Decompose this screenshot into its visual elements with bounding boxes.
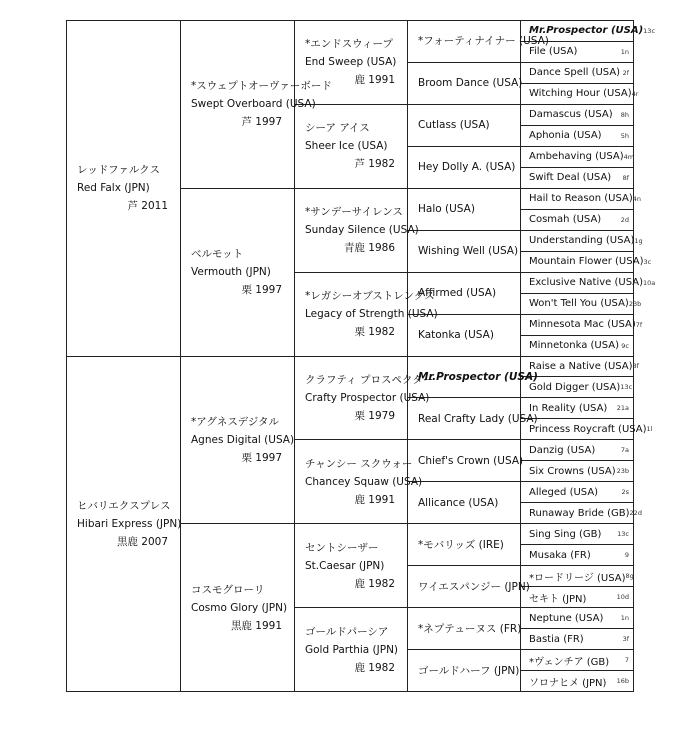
gen3-cell-4-coat-year: 栗 1979 bbox=[354, 409, 395, 422]
gen5-cell-24 bbox=[521, 524, 634, 545]
gen4-name: ワイエスパンジー (JPN) bbox=[418, 580, 530, 593]
family-number: 21a bbox=[616, 404, 629, 413]
family-number: 1g bbox=[634, 236, 643, 245]
gen5-cell-14 bbox=[521, 314, 643, 335]
gen5-cell-7 bbox=[521, 167, 634, 188]
horse-cell-en: Red Falx (JPN) bbox=[77, 182, 150, 195]
gen2-cell-3-en: Cosmo Glory (JPN) bbox=[191, 601, 288, 614]
gen5-name: Gold Digger (USA) bbox=[529, 381, 621, 393]
gen5-cell-22 bbox=[521, 482, 634, 503]
gen3-cell-0-coat-year: 鹿 1991 bbox=[354, 74, 395, 87]
family-number: 13c bbox=[643, 26, 656, 35]
gen2-cell-3-coat-year: 黒鹿 1991 bbox=[230, 619, 282, 632]
family-number: 2f bbox=[622, 68, 629, 77]
gen3-cell-7-en: Gold Parthia (JPN) bbox=[305, 643, 399, 656]
gen4-cell-8 bbox=[408, 356, 538, 398]
gen3-cell-4-jp: クラフティ プロスペクター bbox=[305, 373, 434, 386]
gen5-name: Hail to Reason (USA) bbox=[529, 193, 633, 205]
gen5-cell-6 bbox=[521, 146, 634, 167]
gen5-cell-23 bbox=[521, 503, 642, 524]
gen5-name: Princess Roycraft (USA) bbox=[529, 423, 647, 435]
gen2-cell-1-en: Vermouth (JPN) bbox=[191, 266, 271, 279]
gen2-cell-2-coat-year: 栗 1997 bbox=[241, 451, 282, 464]
gen5-cell-13 bbox=[521, 293, 642, 314]
gen3-cell-7 bbox=[295, 608, 408, 692]
gen4-cell-0 bbox=[408, 21, 549, 63]
gen3-cell-2 bbox=[295, 188, 419, 272]
gen5-name: Dance Spell (USA) bbox=[529, 67, 621, 79]
gen5-cell-15 bbox=[521, 335, 634, 356]
family-number: 2s bbox=[621, 488, 629, 497]
gen5-cell-17 bbox=[521, 377, 634, 398]
gen5-cell-30 bbox=[521, 650, 634, 671]
gen2-cell-2 bbox=[181, 356, 295, 524]
horse-cell-coat-year: 芦 2011 bbox=[127, 200, 168, 213]
gen3-cell-7-jp: ゴールドパーシア bbox=[305, 625, 389, 638]
gen5-name: Understanding (USA) bbox=[529, 235, 635, 247]
gen3-cell-6-en: St.Caesar (JPN) bbox=[305, 559, 385, 572]
gen2-cell-2-en: Agnes Digital (USA) bbox=[191, 433, 295, 446]
family-number: 5h bbox=[620, 131, 629, 140]
gen5-cell-10 bbox=[521, 230, 643, 251]
gen3-cell-5-en: Chancey Squaw (USA) bbox=[305, 475, 423, 488]
gen5-name: Won't Tell You (USA) bbox=[529, 298, 629, 310]
gen5-name: Alleged (USA) bbox=[529, 486, 599, 498]
gen2-cell-1-jp: ベルモット bbox=[191, 248, 244, 261]
gen5-cell-21 bbox=[521, 461, 634, 482]
gen5-cell-27 bbox=[521, 587, 634, 608]
gen4-cell-6 bbox=[408, 272, 521, 314]
gen5-name: Minnetonka (USA) bbox=[529, 340, 620, 352]
family-number: 22d bbox=[629, 509, 642, 518]
gen4-cell-7 bbox=[408, 314, 521, 356]
gen3-cell-3 bbox=[295, 272, 438, 356]
gen5-cell-12 bbox=[521, 272, 656, 293]
gen3-cell-5 bbox=[295, 440, 423, 524]
family-number: 9c bbox=[621, 341, 629, 350]
family-number: 8h bbox=[620, 110, 629, 119]
gen4-cell-2 bbox=[408, 104, 521, 146]
gen5-name: Runaway Bride (GB) bbox=[529, 507, 630, 519]
gen5-name: Danzig (USA) bbox=[529, 444, 596, 456]
family-number: 3f bbox=[622, 635, 629, 644]
gen5-cell-28 bbox=[521, 608, 634, 629]
gen5-cell-20 bbox=[521, 440, 634, 461]
gen4-cell-15 bbox=[408, 650, 521, 692]
gen5-name: Sing Sing (GB) bbox=[529, 528, 602, 540]
gen5-cell-26 bbox=[521, 566, 634, 587]
family-number: 7 bbox=[624, 656, 629, 665]
gen5-name: In Reality (USA) bbox=[529, 402, 608, 414]
horse-cell bbox=[67, 21, 181, 357]
damsire-cell-jp: ヒバリエクスプレス bbox=[77, 499, 171, 512]
gen3-cell-5-coat-year: 鹿 1991 bbox=[354, 493, 395, 506]
family-number: 9 bbox=[624, 551, 629, 560]
gen3-cell-3-coat-year: 栗 1982 bbox=[354, 326, 395, 339]
gen2-cell-0-jp: *スウェプトオーヴァーボード bbox=[191, 80, 332, 93]
gen4-cell-3 bbox=[408, 146, 521, 188]
family-number: 7f bbox=[635, 320, 643, 329]
gen3-cell-1-coat-year: 芦 1982 bbox=[354, 158, 395, 171]
gen4-cell-12 bbox=[408, 524, 521, 566]
gen4-name: Hey Dolly A. (USA) bbox=[418, 161, 516, 174]
gen5-name: Musaka (FR) bbox=[529, 549, 591, 561]
gen2-cell-0-coat-year: 芦 1997 bbox=[241, 116, 282, 129]
gen2-cell-1-coat-year: 栗 1997 bbox=[241, 284, 282, 297]
gen4-cell-5 bbox=[408, 230, 521, 272]
gen4-name: Wishing Well (USA) bbox=[418, 245, 519, 258]
gen4-name: Affirmed (USA) bbox=[418, 287, 497, 300]
gen4-name: Broom Dance (USA) bbox=[418, 77, 523, 90]
gen3-cell-5-jp: チャンシー スクウォー bbox=[305, 457, 413, 470]
gen5-name: *ヴェンチア (GB) bbox=[529, 656, 610, 668]
family-number: 4m bbox=[623, 152, 635, 161]
gen5-cell-0 bbox=[521, 21, 656, 42]
family-number: 1l bbox=[646, 425, 653, 434]
family-number: 10a bbox=[642, 278, 656, 287]
family-number: 16b bbox=[616, 677, 629, 686]
gen3-cell-1-jp: シーア アイス bbox=[305, 122, 370, 135]
gen5-cell-18 bbox=[521, 398, 634, 419]
horse-cell-jp: レッドファルクス bbox=[77, 164, 161, 177]
gen4-name: ゴールドハーフ (JPN) bbox=[418, 664, 520, 677]
damsire-cell-en: Hibari Express (JPN) bbox=[77, 517, 182, 530]
gen5-cell-25 bbox=[521, 545, 634, 566]
family-number: 7a bbox=[620, 446, 629, 455]
gen3-cell-0 bbox=[295, 21, 408, 105]
family-number: 13c bbox=[617, 530, 629, 539]
gen5-name: Six Crowns (USA) bbox=[529, 465, 616, 477]
gen4-cell-14 bbox=[408, 608, 521, 650]
pedigree-table bbox=[66, 20, 656, 692]
gen5-name: Mountain Flower (USA) bbox=[529, 256, 644, 268]
gen4-name: Mr.Prospector (USA) bbox=[418, 370, 538, 383]
gen4-cell-13 bbox=[408, 566, 530, 608]
gen4-name: *ネプテューヌス (FR) bbox=[418, 622, 522, 635]
gen5-cell-19 bbox=[521, 419, 653, 440]
gen3-cell-3-jp: *レガシーオブストレングス bbox=[305, 290, 435, 303]
gen4-cell-4 bbox=[408, 188, 521, 230]
gen5-name: Swift Deal (USA) bbox=[529, 172, 612, 184]
gen3-cell-2-jp: *サンデーサイレンス bbox=[305, 206, 403, 219]
family-number: 3c bbox=[643, 257, 652, 266]
gen2-cell-3-jp: コスモグローリ bbox=[191, 583, 265, 596]
gen2-cell-0-en: Swept Overboard (USA) bbox=[191, 98, 316, 111]
gen5-name: Neptune (USA) bbox=[529, 612, 604, 624]
gen3-cell-2-coat-year: 青鹿 1986 bbox=[343, 242, 395, 255]
gen3-cell-2-en: Sunday Silence (USA) bbox=[305, 224, 419, 237]
gen5-name: Ambehaving (USA) bbox=[529, 151, 624, 163]
gen4-name: Real Crafty Lady (USA) bbox=[418, 412, 538, 425]
damsire-cell bbox=[67, 356, 181, 692]
gen4-name: Cutlass (USA) bbox=[418, 119, 490, 132]
gen5-name: *ロードリージ (USA) bbox=[529, 572, 626, 584]
gen4-name: Chief's Crown (USA) bbox=[418, 454, 524, 467]
gen4-name: *モバリッズ (IRE) bbox=[418, 538, 504, 551]
gen5-cell-1 bbox=[521, 41, 634, 62]
gen3-cell-0-en: End Sweep (USA) bbox=[305, 56, 397, 69]
gen5-name: Minnesota Mac (USA) bbox=[529, 319, 636, 331]
gen5-name: ソロナヒメ (JPN) bbox=[529, 677, 607, 689]
gen5-name: Exclusive Native (USA) bbox=[529, 277, 643, 289]
gen5-name: Raise a Native (USA) bbox=[529, 360, 633, 372]
gen3-cell-6 bbox=[295, 524, 408, 608]
gen5-cell-8 bbox=[521, 188, 641, 209]
family-number: 10d bbox=[616, 593, 629, 602]
family-number: 2d bbox=[620, 215, 629, 224]
family-number: 4n bbox=[632, 194, 641, 203]
gen3-cell-4 bbox=[295, 356, 434, 440]
gen5-cell-31 bbox=[521, 671, 634, 692]
family-number: 1n bbox=[620, 614, 629, 623]
gen4-cell-11 bbox=[408, 482, 521, 524]
gen5-cell-3 bbox=[521, 83, 639, 104]
gen4-name: Allicance (USA) bbox=[418, 496, 499, 509]
gen5-cell-9 bbox=[521, 209, 634, 230]
gen3-cell-1-en: Sheer Ice (USA) bbox=[305, 140, 388, 153]
gen5-cell-29 bbox=[521, 629, 634, 650]
family-number: 8g bbox=[625, 572, 634, 581]
family-number: 23b bbox=[616, 467, 629, 476]
gen3-cell-4-en: Crafty Prospector (USA) bbox=[305, 391, 430, 404]
gen3-cell-6-jp: セントシーザー bbox=[305, 541, 379, 554]
damsire-cell-coat-year: 黒鹿 2007 bbox=[116, 535, 168, 548]
gen5-name: セキト (JPN) bbox=[529, 593, 587, 605]
family-number: 1n bbox=[620, 47, 629, 56]
gen4-cell-9 bbox=[408, 398, 538, 440]
family-number: 8f bbox=[632, 362, 639, 371]
family-number: 8f bbox=[622, 173, 629, 182]
family-number: 13c bbox=[620, 383, 633, 392]
gen3-cell-3-en: Legacy of Strength (USA) bbox=[305, 308, 438, 321]
gen5-name: Bastia (FR) bbox=[529, 633, 584, 645]
gen4-cell-10 bbox=[408, 440, 524, 482]
gen5-cell-4 bbox=[521, 104, 634, 125]
gen4-name: Katonka (USA) bbox=[418, 329, 494, 342]
gen4-cell-1 bbox=[408, 62, 521, 104]
gen2-cell-0 bbox=[181, 21, 332, 189]
gen3-cell-0-jp: *エンドスウィープ bbox=[305, 38, 393, 51]
gen5-name: Aphonia (USA) bbox=[529, 130, 602, 142]
gen3-cell-7-coat-year: 鹿 1982 bbox=[354, 661, 395, 674]
gen5-name: Witching Hour (USA) bbox=[529, 88, 632, 100]
gen5-cell-2 bbox=[521, 62, 634, 83]
gen5-name: Mr.Prospector (USA) bbox=[529, 25, 644, 37]
gen5-name: Damascus (USA) bbox=[529, 109, 613, 121]
gen2-cell-1 bbox=[181, 188, 295, 356]
gen3-cell-6-coat-year: 鹿 1982 bbox=[354, 577, 395, 590]
gen4-name: *フォーティナイナー (USA) bbox=[418, 35, 549, 48]
gen5-cell-11 bbox=[521, 251, 652, 272]
gen2-cell-3 bbox=[181, 524, 295, 692]
gen4-name: Halo (USA) bbox=[418, 203, 475, 216]
gen5-name: Cosmah (USA) bbox=[529, 214, 602, 226]
gen3-cell-1 bbox=[295, 104, 408, 188]
family-number: 4r bbox=[631, 89, 639, 98]
gen2-cell-2-jp: *アグネスデジタル bbox=[191, 415, 279, 428]
family-number: 23b bbox=[628, 299, 642, 308]
gen5-cell-5 bbox=[521, 125, 634, 146]
gen5-name: File (USA) bbox=[529, 46, 578, 58]
gen5-cell-16 bbox=[521, 356, 639, 377]
